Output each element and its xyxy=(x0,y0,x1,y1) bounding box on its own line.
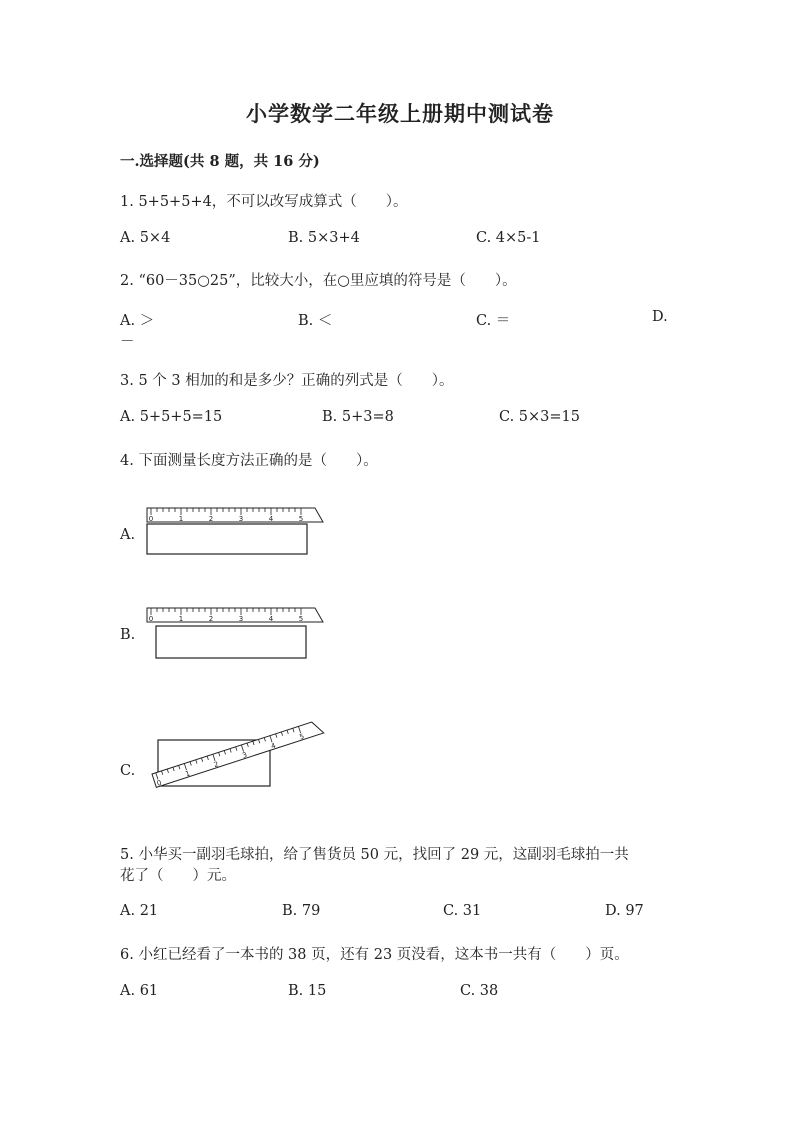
ruler-label: 1 xyxy=(178,515,184,523)
question-5-line-1: 5. 小华买一副羽毛球拍，给了售货员 50 元，找回了 29 元，这副羽毛球拍一共 xyxy=(120,847,629,863)
ruler-label: 1 xyxy=(178,615,184,623)
q6-option-c[interactable]: C. 38 xyxy=(460,983,499,999)
ruler-label: 0 xyxy=(148,515,154,523)
ruler-label: 4 xyxy=(268,615,274,623)
figure-a xyxy=(140,502,330,562)
q2-option-c[interactable]: C. ＝ xyxy=(476,313,511,329)
question-2: 2. “60－35○25”，比较大小，在○里应填的符号是（ ）。 xyxy=(120,273,517,289)
q2-option-b[interactable]: B. ＜ xyxy=(298,313,333,329)
q6-option-b[interactable]: B. 15 xyxy=(288,983,327,999)
q2-option-d[interactable]: D. xyxy=(652,309,668,325)
page-title: 小学数学二年级上册期中测试卷 xyxy=(246,101,554,126)
question-3: 3. 5 个 3 相加的和是多少？正确的列式是（ ）。 xyxy=(120,373,454,389)
ruler-label: 5 xyxy=(298,615,304,623)
q2-option-a[interactable]: A. ＞ xyxy=(120,313,155,329)
object-rectangle xyxy=(147,524,307,554)
ruler-label: 1 xyxy=(184,769,192,779)
ruler-label: 4 xyxy=(268,515,274,523)
q1-option-a[interactable]: A. 5×4 xyxy=(120,230,171,246)
q3-option-a[interactable]: A. 5+5+5=15 xyxy=(120,409,223,425)
ruler-label: 3 xyxy=(238,515,244,523)
question-4: 4. 下面测量长度方法正确的是（ ）。 xyxy=(120,453,378,469)
question-5-line-2: 花了（ ）元。 xyxy=(120,868,236,884)
q2-option-d-symbol: － xyxy=(120,334,135,350)
section-heading: 一.选择题(共 8 题，共 16 分) xyxy=(120,153,320,170)
q5-option-b[interactable]: B. 79 xyxy=(282,903,321,919)
q4-option-c[interactable]: C. xyxy=(120,763,136,779)
figure-c xyxy=(140,712,330,792)
q1-option-b[interactable]: B. 5×3+4 xyxy=(288,230,360,246)
q6-option-a[interactable]: A. 61 xyxy=(120,983,159,999)
object-rectangle xyxy=(156,626,306,658)
ruler-label: 0 xyxy=(148,615,154,623)
ruler-label: 5 xyxy=(298,732,306,742)
ruler-label: 2 xyxy=(208,515,214,523)
question-6: 6. 小红已经看了一本书的 38 页，还有 23 页没看，这本书一共有（ ）页。 xyxy=(120,947,629,963)
q1-option-c[interactable]: C. 4×5-1 xyxy=(476,230,541,246)
question-1: 1. 5+5+5+4，不可以改写成算式（ ）。 xyxy=(120,194,408,210)
ruler-label: 0 xyxy=(155,778,163,788)
ruler-body xyxy=(152,720,324,788)
figure-b xyxy=(140,602,330,664)
ruler-label: 3 xyxy=(241,750,249,760)
ruler xyxy=(147,508,323,523)
ruler-label: 2 xyxy=(212,760,220,770)
ruler xyxy=(147,608,323,623)
q3-option-c[interactable]: C. 5×3=15 xyxy=(499,409,580,425)
ruler-label: 2 xyxy=(208,615,214,623)
q5-option-c[interactable]: C. 31 xyxy=(443,903,482,919)
ruler-label: 3 xyxy=(238,615,244,623)
ruler xyxy=(152,720,324,789)
q5-option-d[interactable]: D. 97 xyxy=(605,903,644,919)
q3-option-b[interactable]: B. 5+3=8 xyxy=(322,409,394,425)
q4-option-b[interactable]: B. xyxy=(120,627,136,643)
ruler-label: 4 xyxy=(269,741,277,751)
ruler-label: 5 xyxy=(298,515,304,523)
q4-option-a[interactable]: A. xyxy=(120,527,136,543)
q5-option-a[interactable]: A. 21 xyxy=(120,903,159,919)
